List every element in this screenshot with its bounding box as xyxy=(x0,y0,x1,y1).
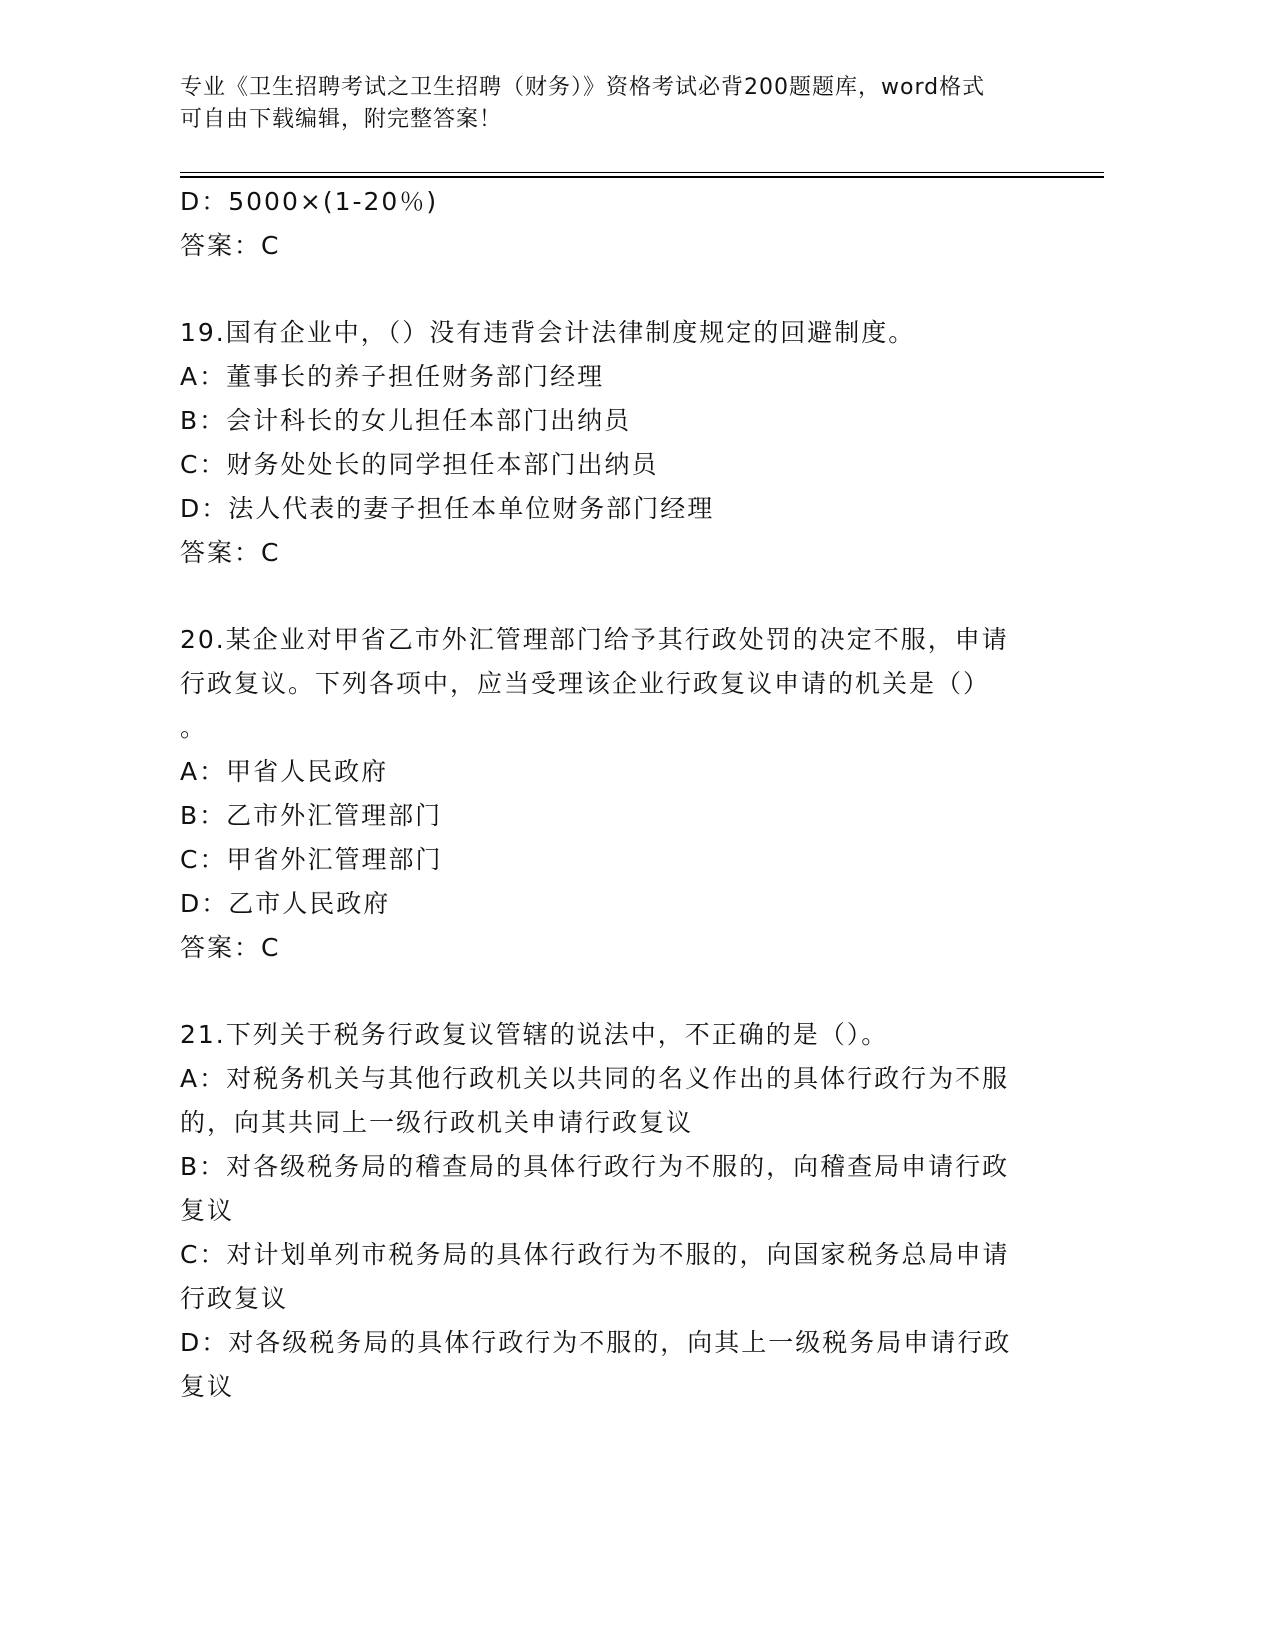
option-c-line-2: 行政复议 xyxy=(180,1284,289,1313)
question-stem: 19.国有企业中，（）没有违背会计法律制度规定的回避制度。 xyxy=(180,318,916,347)
option-b: B：会计科长的女儿担任本部门出纳员 xyxy=(180,406,632,435)
header-line-2: 可自由下载编辑，附完整答案！ xyxy=(180,107,503,132)
option-c: C：财务处处长的同学担任本部门出纳员 xyxy=(180,450,659,479)
question-21 xyxy=(180,1013,1040,1409)
option-d-line-1: D：对各级税务局的具体行政行为不服的，向其上一级税务局申请行政 xyxy=(180,1328,1012,1357)
option-d-line-2: 复议 xyxy=(180,1372,235,1401)
header-line-1: 专业《卫生招聘考试之卫生招聘（财务）》资格考试必背200题题库，word格式 xyxy=(180,75,986,100)
header-divider-thin xyxy=(180,172,1104,173)
header-divider-thick xyxy=(180,176,1104,178)
option-d: D：5000×(1-20％) xyxy=(180,187,439,216)
question-stem-line-2: 行政复议。下列各项中，应当受理该企业行政复议申请的机关是（） xyxy=(180,669,991,698)
option-d: D：法人代表的妻子担任本单位财务部门经理 xyxy=(180,494,715,523)
question-stem: 21.下列关于税务行政复议管辖的说法中，不正确的是（）。 xyxy=(180,1020,889,1049)
answer-line: 答案：C xyxy=(180,231,281,260)
question-19 xyxy=(180,311,1040,575)
question-stem-line-1: 20.某企业对甲省乙市外汇管理部门给予其行政处罚的决定不服，申请 xyxy=(180,625,1009,654)
option-b-line-2: 复议 xyxy=(180,1196,235,1225)
option-b-line-1: B：对各级税务局的稽查局的具体行政行为不服的，向稽查局申请行政 xyxy=(180,1152,1010,1181)
option-a-line-1: A：对税务机关与其他行政机关以共同的名义作出的具体行政行为不服 xyxy=(180,1064,1010,1093)
option-c-line-1: C：对计划单列市税务局的具体行政行为不服的，向国家税务总局申请 xyxy=(180,1240,1010,1269)
option-d: D：乙市人民政府 xyxy=(180,889,391,918)
document-header xyxy=(180,72,1060,136)
answer-line: 答案：C xyxy=(180,538,281,567)
option-a: A：董事长的养子担任财务部门经理 xyxy=(180,362,605,391)
document-body xyxy=(180,180,1040,1409)
question-20 xyxy=(180,618,1040,970)
previous-question-tail xyxy=(180,180,1040,268)
option-b: B：乙市外汇管理部门 xyxy=(180,801,443,830)
option-c: C：甲省外汇管理部门 xyxy=(180,845,443,874)
option-a: A：甲省人民政府 xyxy=(180,757,389,786)
option-a-line-2: 的，向其共同上一级行政机关申请行政复议 xyxy=(180,1108,694,1137)
answer-line: 答案：C xyxy=(180,933,281,962)
question-stem-line-3: 。 xyxy=(180,713,208,742)
